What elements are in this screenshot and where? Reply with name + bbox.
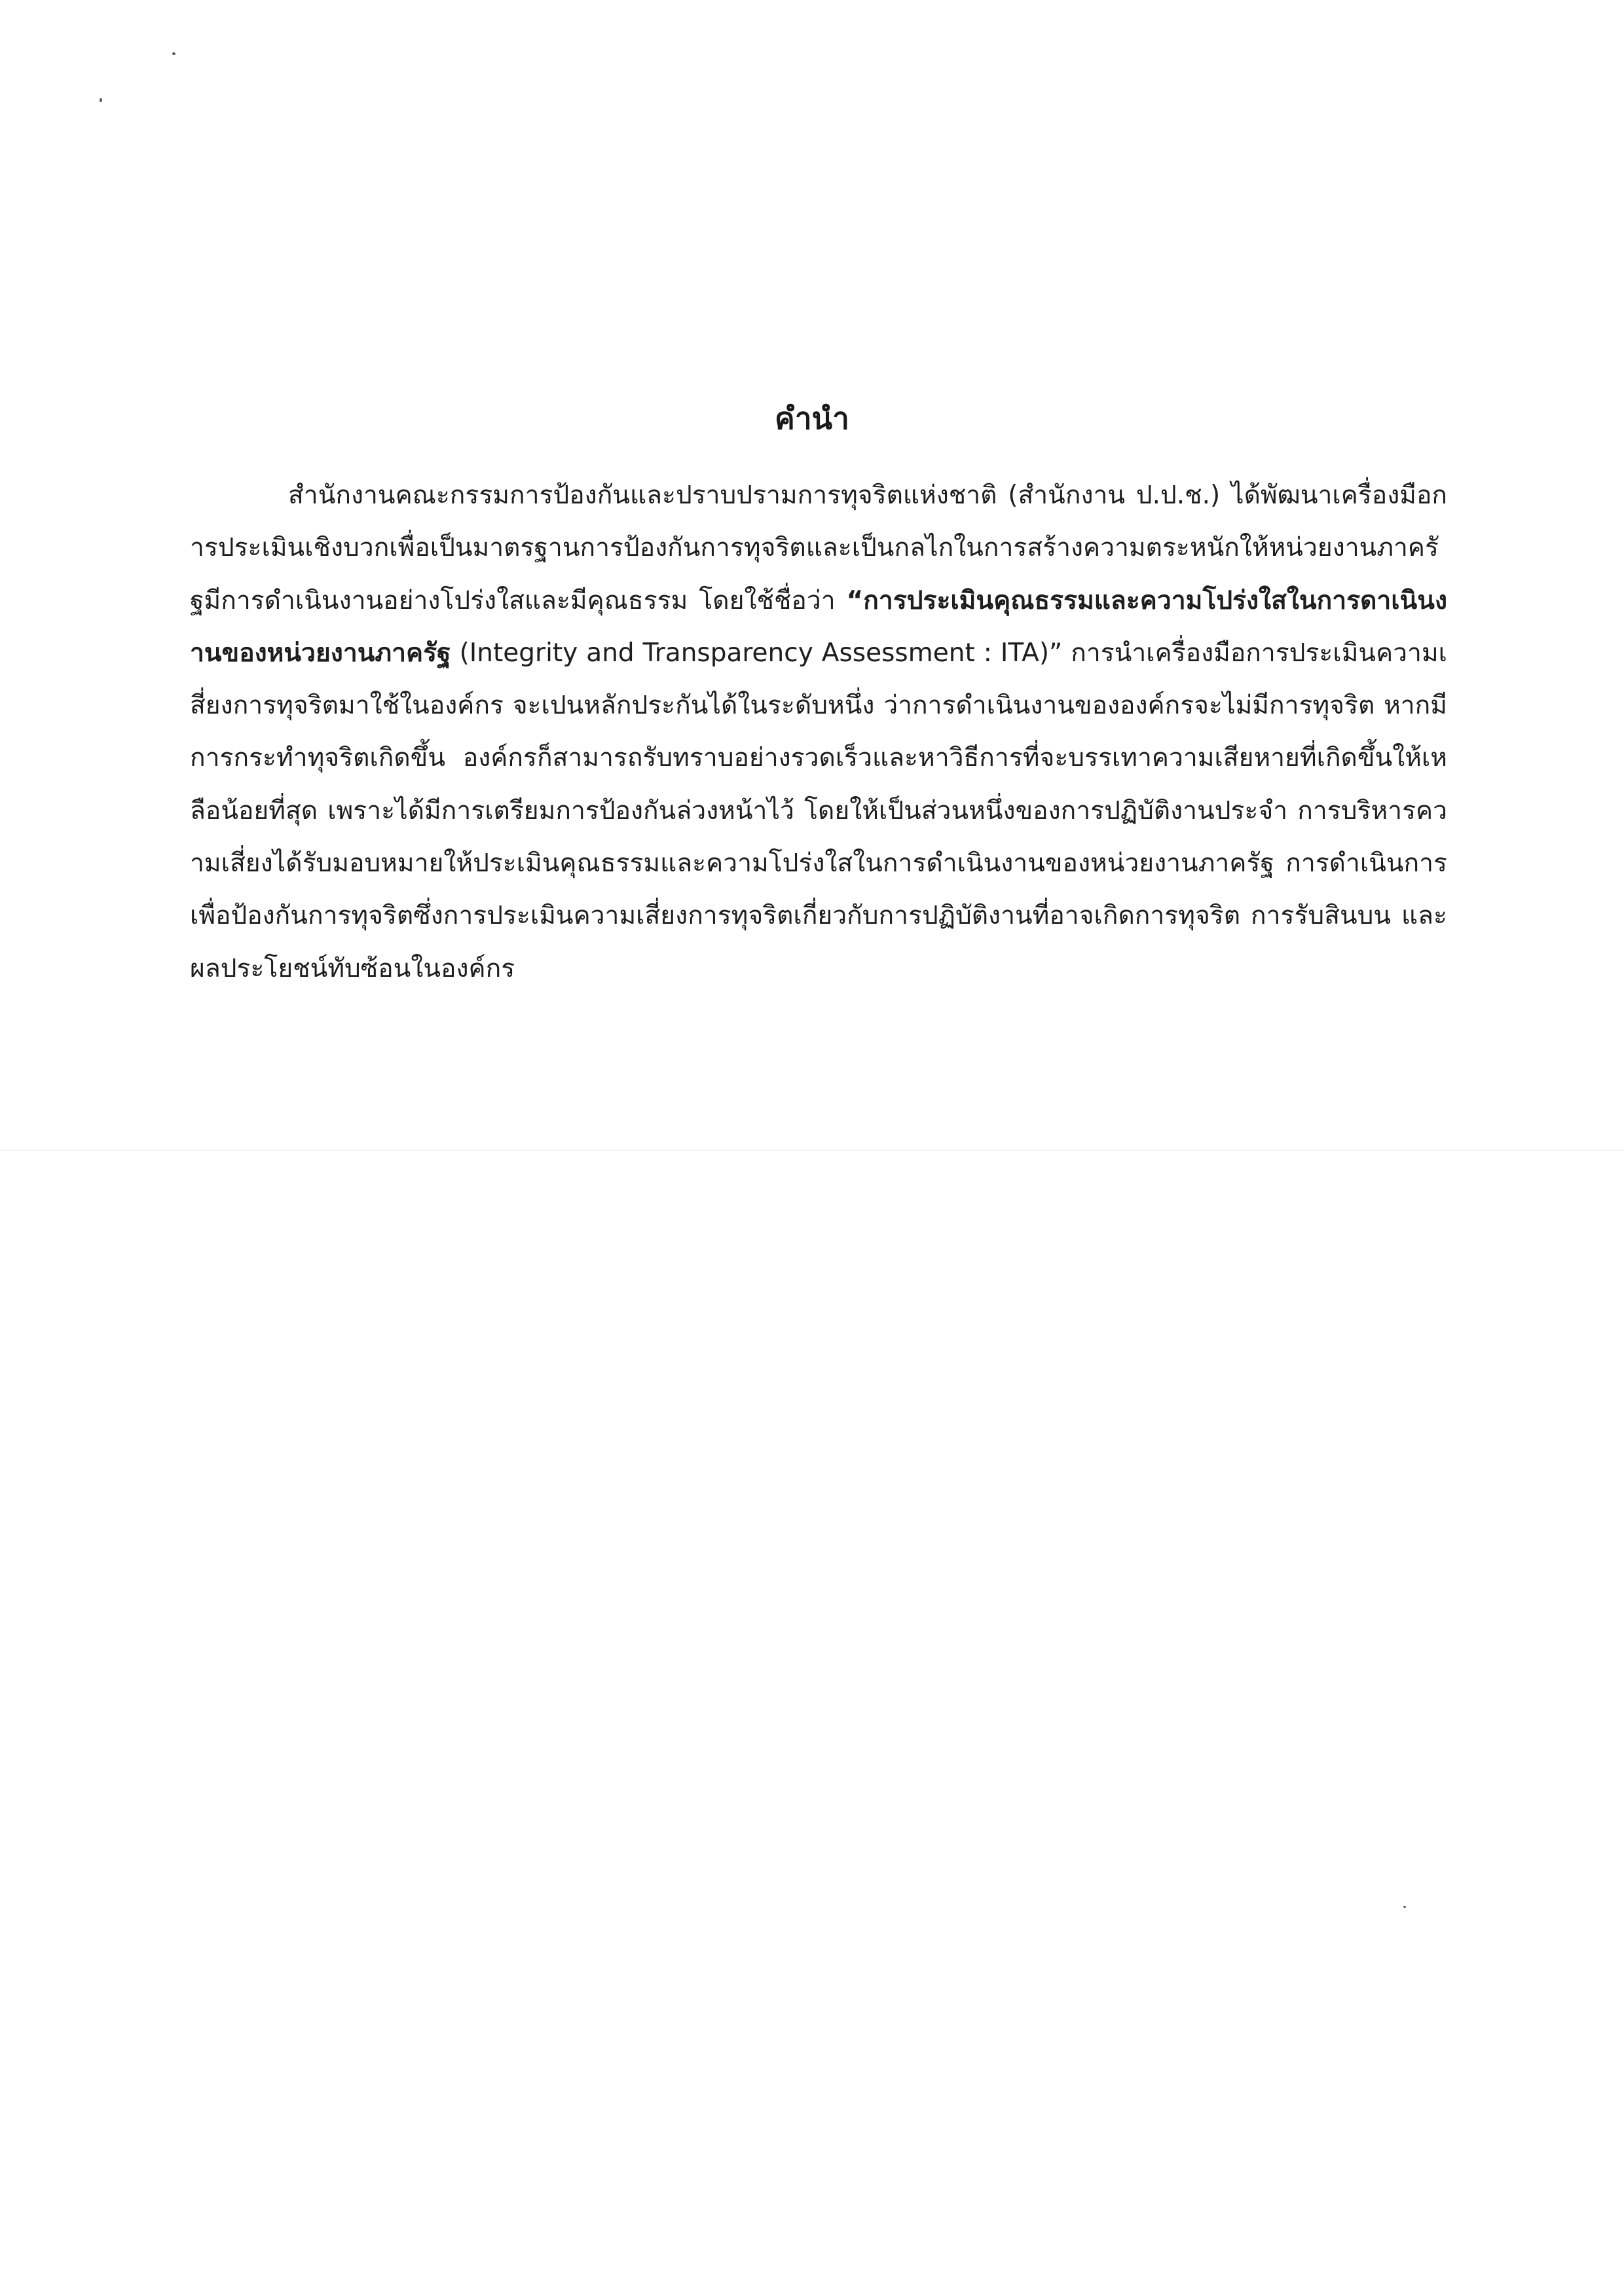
body-paragraph [190, 469, 1447, 995]
scan-speck [172, 52, 175, 55]
scan-speck [100, 98, 102, 102]
scan-speck [1403, 1906, 1406, 1908]
paragraph-bold-phrase: “การประเมินคุณธรรมและความโปร่งใสในการดาเนินงานของหน่วยงานภาครัฐ [190, 585, 1447, 668]
paragraph-text-part2: (Integrity and Transparency Assessment : ITA)” การนำเครื่องมือการประเมินความเสี่ยงการทุจริตมาใช้ในองค์กร จะเปนหลักประกันได้ในระดับหนึ่ง ว่าการดำเนินงานขององค์กรจะไม่มีการทุจริต หากมีการกระทำทุจริตเกิดขึ้น องค์กรก็สามารถรับทราบอย่างรวดเร็วและหาวิธีการที่จะบรรเทาความเสียหายที่เกิดขึ้นให้เหลือน้อยที่สุด เพราะได้มีการเตรียมการป้องกันล่วงหน้าไว้ โดยให้เป็นส่วนหนึ่งของการปฏิบัติงานประจำ การบริหารความเสี่ยงได้รับมอบหมายให้ประเมินคุณธรรมและความโปร่งใสในการดำเนินงานของหน่วยงานภาครัฐ การดำเนินการเพื่อป้องกันการทุจริตซึ่งการประเมินความเสี่ยงการทุจริตเกี่ยวกับการปฏิบัติงานที่อาจเกิดการทุจริต การรับสินบน และผลประโยชน์ทับซ้อนในองค์กร [190, 638, 1447, 983]
page-title: คำนำ [775, 400, 849, 436]
scan-fold-line [0, 1150, 1624, 1151]
paragraph-text-part1: สำนักงานคณะกรรมการป้องกันและปราบปรามการทุจริตแห่งชาติ (สำนักงาน ป.ป.ช.) ได้พัฒนาเครื่องมือการประเมินเชิงบวกเพื่อเป็นมาตรฐานการป้องกันการทุจริตและเป็นกลไกในการสร้างความตระหนักให้หน่วยงานภาครัฐมีการดำเนินงานอย่างโปร่งใสและมีคุณธรรม โดยใช้ชื่อว่า [190, 481, 1447, 615]
